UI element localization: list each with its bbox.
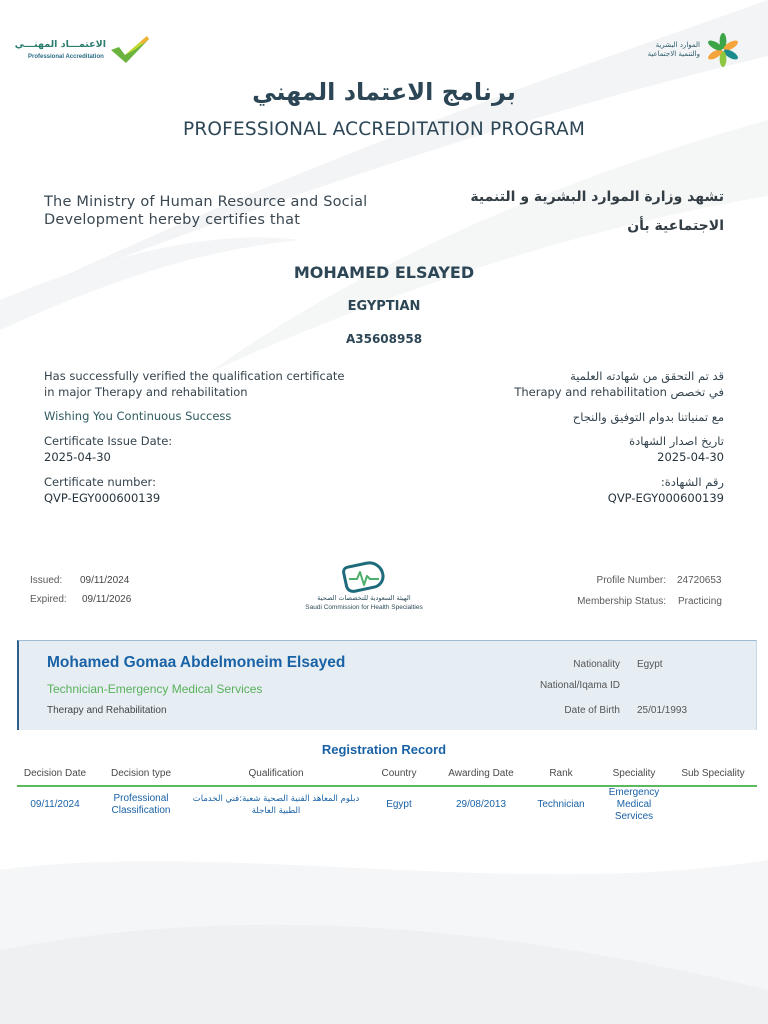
national-id-label: National/Iqama ID (539, 680, 620, 691)
issue-date-arabic-side: 2025-04-30 (657, 450, 724, 464)
table-cell-decision-type: Professional Classification (111, 793, 171, 816)
profile-number-label: Profile Number: (596, 575, 666, 586)
profile-full-name: Mohamed Gomaa Abdelmoneim Elsayed (47, 654, 346, 671)
nationality-value: Egypt (637, 659, 663, 670)
ministry-logo-line: الموارد البشرية (655, 41, 700, 49)
issue-date-label-english: Certificate Issue Date: (44, 434, 173, 448)
intro-arabic-line: تشهد وزارة الموارد البشرية و التنمية (470, 189, 724, 205)
heartbeat-emblem-icon (342, 560, 386, 594)
issue-date-english: 2025-04-30 (44, 450, 111, 464)
verified-english-line: in major Therapy and rehabilitation (44, 385, 248, 399)
verified-arabic (514, 368, 724, 400)
certificate-number-english: QVP-EGY000600139 (44, 491, 161, 505)
profile-specialty: Therapy and Rehabilitation (47, 705, 167, 716)
column-header: Decision type (110, 768, 172, 779)
nationality-label: Nationality (573, 659, 620, 670)
checkmark-swoosh-icon (110, 35, 150, 65)
column-header: Qualification (248, 768, 304, 779)
column-header: Rank (549, 768, 573, 779)
membership-status: Practicing (678, 596, 722, 607)
column-header: Country (381, 768, 417, 779)
table-cell-awarding-date: 29/08/2013 (455, 799, 507, 810)
certificate-number-arabic-side: QVP-EGY000600139 (607, 491, 724, 505)
scfhs-logo-english: Saudi Commission for Health Specialties (305, 604, 423, 611)
issued-label: Issued: (30, 575, 63, 586)
intro-english (44, 193, 367, 229)
table-cell-country: Egypt (386, 799, 412, 810)
profile-number: 24720653 (677, 575, 722, 586)
intro-english-line: Development hereby certifies that (44, 212, 301, 228)
column-header: Speciality (612, 768, 656, 779)
verified-english-line: Has successfully verified the qualification certificate (44, 369, 345, 383)
title-arabic: برنامج الاعتماد المهني (252, 78, 516, 106)
holder-name: MOHAMED ELSAYED (293, 263, 475, 282)
ministry-logo-line: والتنمية الاجتماعية (647, 50, 700, 58)
membership-status-label: Membership Status: (577, 596, 666, 607)
intro-english-line: The Ministry of Human Resource and Social (44, 194, 368, 210)
expired-date: 09/11/2026 (82, 594, 132, 605)
profile-card (17, 640, 757, 730)
holder-document-number: A35608958 (345, 332, 423, 346)
verified-arabic-line: قد تم التحقق من شهادته العلمية (570, 369, 724, 383)
verified-english (44, 368, 344, 400)
date-of-birth-label: Date of Birth (564, 705, 620, 716)
certificate-number-label-arabic: رقم الشهادة: (660, 475, 724, 489)
holder-nationality: EGYPTIAN (347, 299, 421, 314)
column-header: Decision Date (23, 768, 87, 779)
issue-date-label-arabic: تاريخ اصدار الشهادة (629, 434, 724, 448)
logo-arabic-text: الاعتمـــاد المهنـــي (14, 39, 106, 50)
hrsd-ministry-logo (640, 32, 746, 68)
professional-accreditation-logo (14, 34, 150, 66)
table-cell-speciality: Emergency Medical Services (608, 787, 660, 822)
scfhs-logo-arabic: الهيئة السعودية للتخصصات الصحية (317, 594, 411, 602)
table-cell-rank: Technician (537, 799, 585, 810)
registration-title: Registration Record (321, 742, 447, 757)
table-cell-sub-speciality (673, 787, 753, 823)
logo-english-text: Professional Accreditation (28, 54, 104, 60)
table-cell-decision-date: 09/11/2024 (30, 799, 80, 810)
scfhs-logo (294, 560, 434, 616)
wish-english: Wishing You Continuous Success (44, 409, 232, 423)
expired-label: Expired: (30, 594, 67, 605)
profile-title: Technician-Emergency Medical Services (47, 682, 263, 696)
title-english: PROFESSIONAL ACCREDITATION PROGRAM (182, 119, 586, 140)
intro-arabic-line: الاجتماعية بأن (627, 218, 724, 234)
verified-arabic-line: في تخصص Therapy and rehabilitation (514, 385, 724, 399)
date-of-birth-value: 25/01/1993 (637, 705, 688, 716)
issued-date: 09/11/2024 (80, 575, 130, 586)
column-header: Sub Speciality (681, 768, 745, 779)
certificate-number-label-english: Certificate number: (44, 475, 156, 489)
star-emblem-icon (704, 32, 742, 68)
column-header: Awarding Date (448, 768, 514, 779)
intro-arabic (470, 183, 724, 241)
wish-arabic: مع تمنياتنا بدوام التوفيق والنجاح (572, 410, 724, 424)
table-cell-qualification: دبلوم المعاهد الفنية الصحية شعبة:فني الخدمات الطبية العاجلة (192, 794, 360, 816)
